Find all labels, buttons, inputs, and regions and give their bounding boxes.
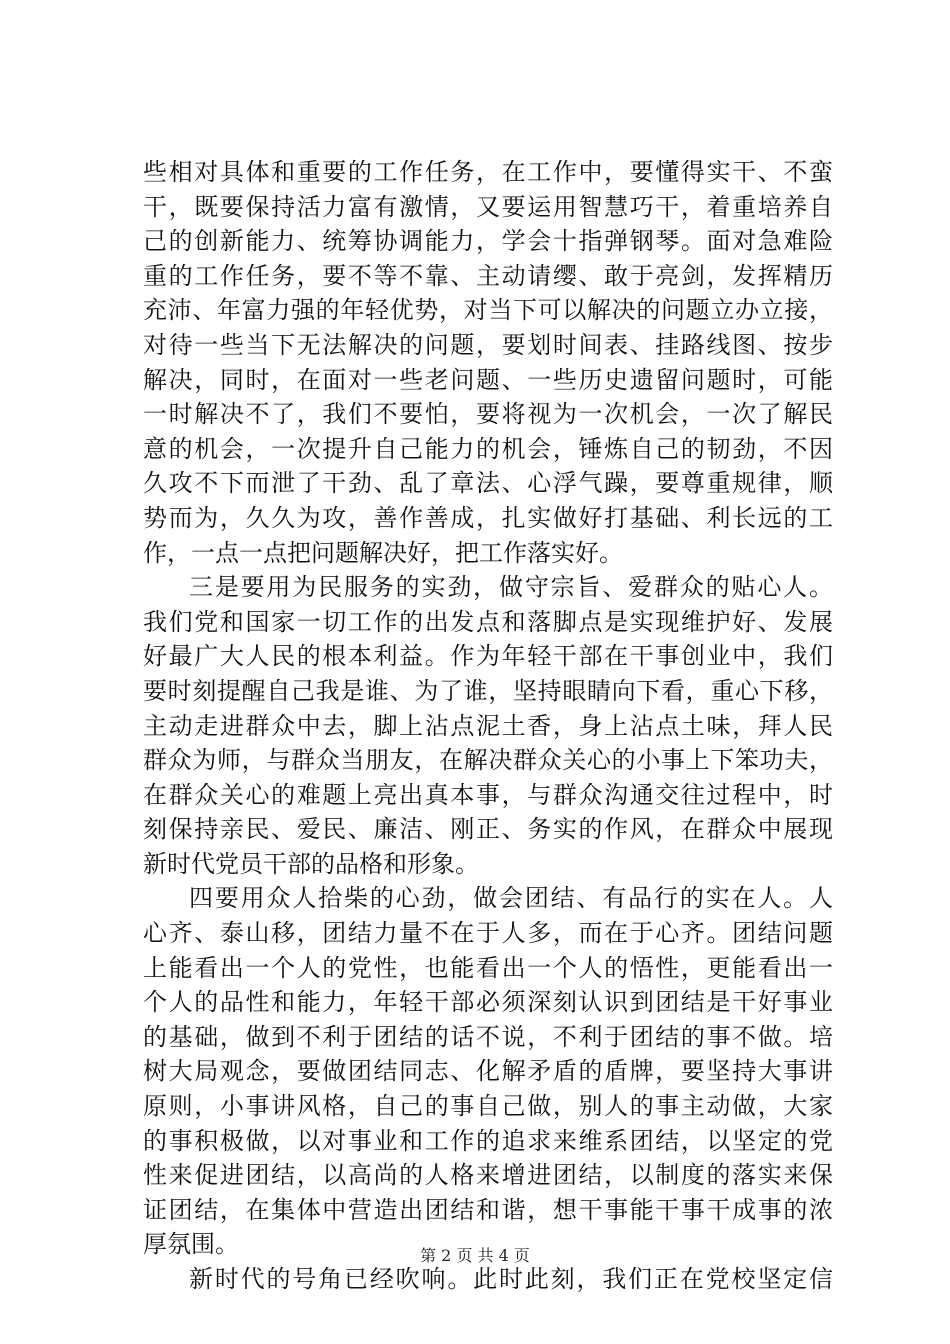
text-line: 证团结，在集体中营造出团结和谐，想干事能干事干成事的浓 bbox=[143, 1195, 833, 1224]
text-line: 久攻不下而泄了干劲、乱了章法、心浮气躁，要尊重规律，顺 bbox=[143, 469, 833, 498]
text-line: 些相对具体和重要的工作任务，在工作中，要懂得实干、不蛮 bbox=[143, 158, 833, 186]
text-line: 主动走进群众中去，脚上沾点泥土香，身上沾点土味，拜人民 bbox=[143, 711, 833, 740]
text-line: 群众为师，与群众当朋友，在解决群众关心的小事上下笨功夫， bbox=[143, 746, 833, 775]
text-line: 三是要用为民服务的实劲，做守宗旨、爱群众的贴心人。 bbox=[189, 573, 833, 602]
text-line: 要时刻提醒自己我是谁、为了谁，坚持眼睛向下看，重心下移， bbox=[143, 676, 833, 705]
text-line: 解决，同时，在面对一些老问题、一些历史遗留问题时，可能 bbox=[143, 365, 833, 394]
text-line: 的事积极做，以对事业和工作的追求来维系团结，以坚定的党 bbox=[143, 1126, 833, 1155]
text-line: 四要用众人拾柴的心劲，做会团结、有品行的实在人。人 bbox=[189, 884, 833, 913]
text-line: 作，一点一点把问题解决好，把工作落实好。 bbox=[143, 538, 623, 567]
text-line: 己的创新能力、统筹协调能力，学会十指弹钢琴。面对急难险 bbox=[143, 227, 833, 256]
text-line: 我们党和国家一切工作的出发点和落脚点是实现维护好、发展 bbox=[143, 607, 833, 636]
text-line: 个人的品性和能力，年轻干部必须深刻认识到团结是干好事业 bbox=[143, 988, 833, 1017]
text-line: 在群众关心的难题上亮出真本事，与群众沟通交往过程中，时 bbox=[143, 780, 833, 809]
text-line: 新时代的号角已经吹响。此时此刻，我们正在党校坚定信 bbox=[189, 1265, 833, 1293]
text-line: 新时代党员干部的品格和形象。 bbox=[143, 849, 479, 878]
text-line: 的基础，做到不利于团结的话不说，不利于团结的事不做。培 bbox=[143, 1022, 833, 1051]
text-line: 一时解决不了，我们不要怕，要将视为一次机会，一次了解民 bbox=[143, 400, 833, 429]
text-line: 刻保持亲民、爱民、廉洁、刚正、务实的作风，在群众中展现 bbox=[143, 815, 833, 844]
text-line: 干，既要保持活力富有激情，又要运用智慧巧干，着重培养自 bbox=[143, 192, 833, 221]
text-line: 对待一些当下无法解决的问题，要划时间表、挂路线图、按步 bbox=[143, 330, 833, 359]
text-line: 充沛、年富力强的年轻优势，对当下可以解决的问题立办立接， bbox=[143, 296, 833, 325]
text-line: 心齐、泰山移，团结力量不在于人多，而在于心齐。团结问题 bbox=[143, 919, 833, 948]
text-line: 意的机会，一次提升自己能力的机会，锤炼自己的韧劲，不因 bbox=[143, 434, 833, 463]
text-line: 厚氛围。 bbox=[143, 1230, 239, 1259]
text-line: 树大局观念，要做团结同志、化解矛盾的盾牌，要坚持大事讲 bbox=[143, 1057, 833, 1086]
body-text bbox=[143, 155, 833, 1297]
text-line: 好最广大人民的根本利益。作为年轻干部在干事创业中，我们 bbox=[143, 642, 833, 671]
text-line: 性来促进团结，以高尚的人格来增进团结，以制度的落实来保 bbox=[143, 1161, 833, 1190]
text-line: 势而为，久久为攻，善作善成，扎实做好打基础、利长远的工 bbox=[143, 503, 833, 532]
text-line: 原则，小事讲风格，自己的事自己做，别人的事主动做，大家 bbox=[143, 1092, 833, 1121]
text-line: 重的工作任务，要不等不靠、主动请缨、敢于亮剑，发挥精历 bbox=[143, 261, 833, 290]
page-footer: 第 2 页 共 4 页 bbox=[420, 1246, 530, 1265]
text-line: 上能看出一个人的党性，也能看出一个人的悟性，更能看出一 bbox=[143, 953, 833, 982]
